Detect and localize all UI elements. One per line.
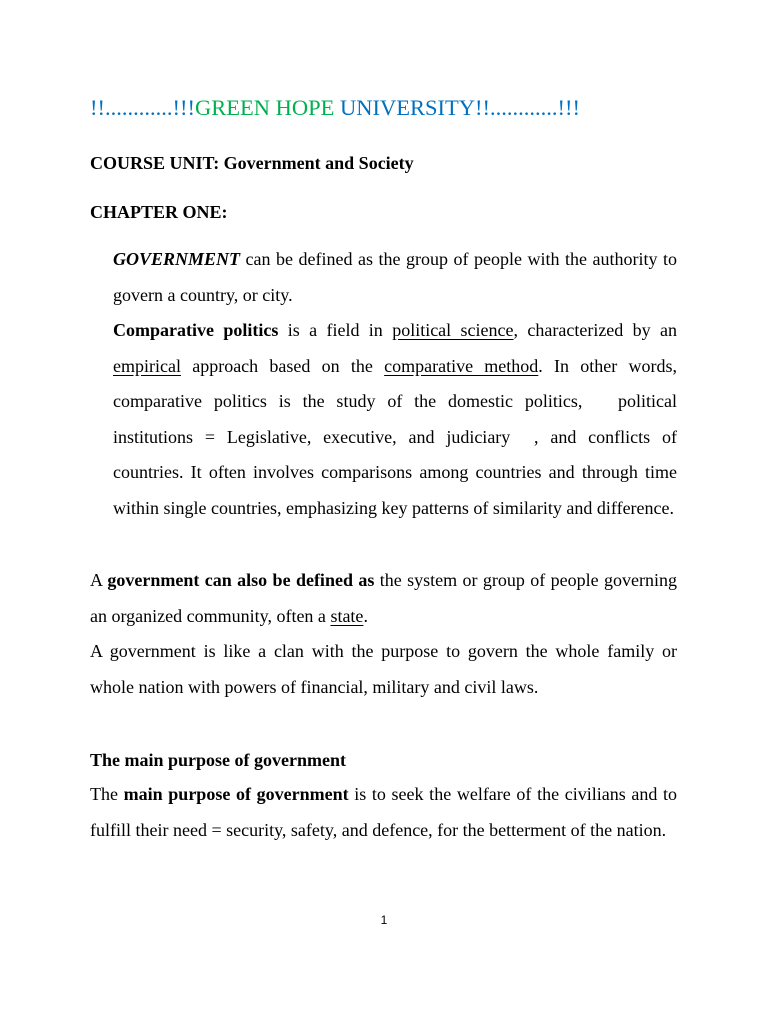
section-heading: The main purpose of government — [90, 750, 346, 770]
empirical-link[interactable]: empirical — [113, 355, 181, 376]
government-term: GOVERNMENT — [113, 249, 241, 269]
state-link[interactable]: state — [330, 605, 364, 626]
purpose-paragraph — [90, 777, 677, 848]
alt-def-text-2: the system or group of people governing an organized community, often a — [90, 570, 677, 626]
title-suffix: !!............!!! — [474, 95, 580, 120]
political-science-link[interactable]: political science — [392, 320, 514, 340]
comparative-politics-paragraph — [113, 313, 677, 527]
comparative-method-link[interactable]: comparative method — [384, 355, 539, 376]
document-title — [90, 92, 580, 124]
cp-text-2: , characterized by an — [513, 320, 678, 340]
course-unit-heading: COURSE UNIT: Government and Society — [90, 153, 414, 173]
alt-def-text-1: A — [90, 570, 108, 590]
chapter-heading: CHAPTER ONE: — [90, 202, 228, 222]
page-number: 1 — [380, 913, 388, 927]
cp-text-1: is a field in — [278, 320, 393, 340]
purpose-text-2: is to seek the welfare of the civilians and to fulfill their need = security, safety, and defence, for the betterment of the nation. — [90, 784, 677, 840]
comparative-politics-term: Comparative politics — [113, 320, 279, 340]
alt-def-bold: government can also be defined as — [107, 570, 375, 590]
alternate-definition-paragraph — [90, 563, 677, 634]
title-university: UNIVERSITY — [339, 95, 475, 120]
definition-paragraph — [113, 242, 677, 313]
definition-text: can be defined as the group of people with the authority to govern a country, or city. — [113, 249, 677, 305]
clan-analogy-text: A government is like a clan with the purpose to govern the whole family or whole nation with powers of financial, military and civil laws. — [90, 641, 677, 697]
title-prefix: !!............!!! — [90, 95, 195, 120]
clan-analogy-paragraph — [90, 634, 677, 705]
cp-text-3: approach based on the — [180, 355, 385, 376]
title-green-hope: GREEN HOPE — [194, 95, 335, 120]
purpose-bold: main purpose of government — [123, 784, 349, 804]
purpose-text-1: The — [90, 784, 124, 804]
alt-def-text-3: . — [363, 605, 368, 626]
cp-text-4: . In other words, comparative politics is the study of the domestic politics, political institutions = Legislative, executive, and judiciary , and conflicts of countries. It often involves comparisons among countries and through time within single countries, emphasizing key patterns of similarity and difference. — [113, 355, 677, 518]
